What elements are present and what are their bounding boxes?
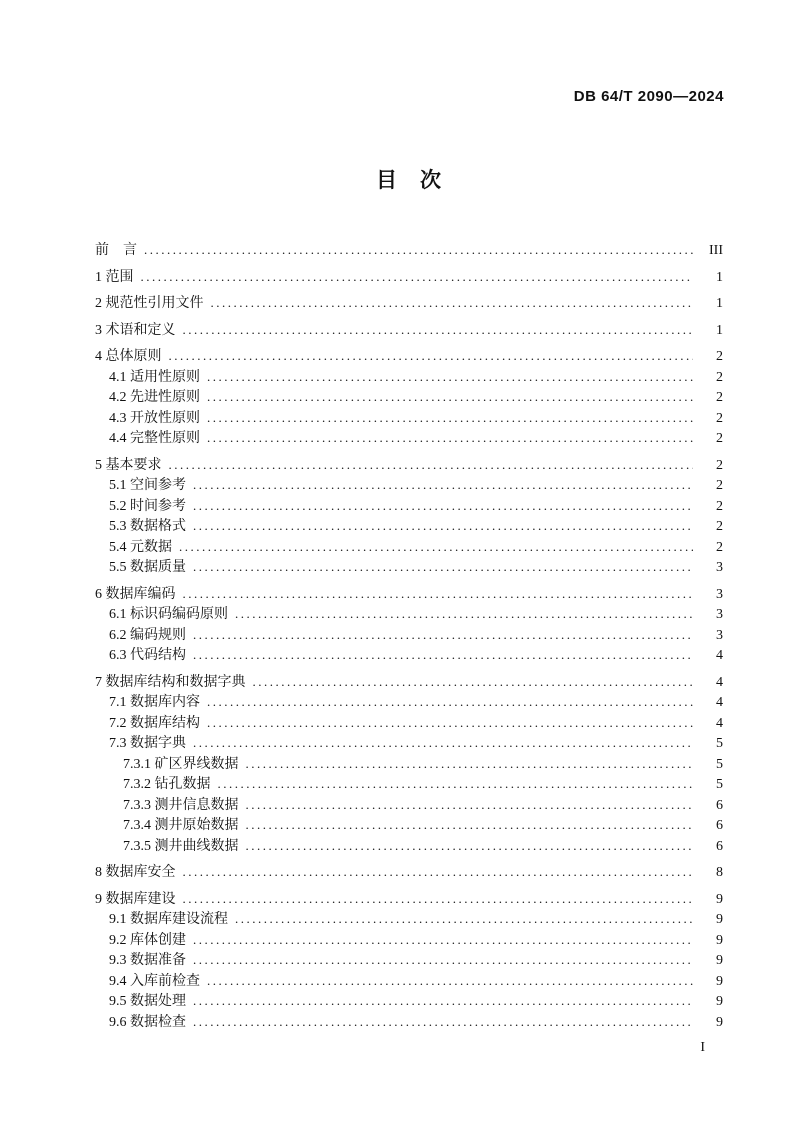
toc-entry-label: 6.3 代码结构 — [109, 648, 186, 663]
toc-entry-label: 1 范围 — [95, 269, 134, 285]
toc-entry — [95, 516, 723, 537]
toc-entry — [95, 267, 723, 288]
table-of-contents — [95, 240, 723, 1032]
toc-entry-label: 5.1 空间参考 — [109, 478, 186, 493]
toc-entry — [95, 428, 723, 449]
toc-entry-page: 3 — [716, 560, 723, 575]
toc-entry — [95, 733, 723, 754]
toc-entry — [95, 815, 723, 836]
toc-entry-page: 2 — [716, 519, 723, 534]
page-footer — [700, 1040, 705, 1056]
toc-entry — [95, 625, 723, 646]
toc-leader-dots — [253, 672, 694, 694]
toc-entry-page: 9 — [716, 912, 723, 927]
toc-entry-label: 9.3 数据准备 — [109, 953, 186, 968]
toc-entry-label: 4.4 完整性原则 — [109, 431, 200, 446]
toc-entry-label: 5.3 数据格式 — [109, 519, 186, 534]
toc-leader-dots — [169, 455, 694, 477]
toc-entry-label: 9.2 库体创建 — [109, 932, 186, 948]
toc-entry — [95, 387, 723, 408]
toc-entry-page: 5 — [716, 736, 723, 751]
toc-leader-dots — [193, 991, 693, 1013]
toc-leader-dots — [246, 815, 694, 837]
toc-entry — [95, 795, 723, 816]
toc-entry — [95, 971, 723, 992]
toc-entry-page: 2 — [716, 349, 723, 364]
toc-leader-dots — [207, 713, 693, 735]
toc-leader-dots — [211, 293, 694, 315]
toc-leader-dots — [193, 625, 693, 647]
toc-entry-label: 9.4 入库前检查 — [109, 973, 200, 989]
toc-entry — [95, 754, 723, 775]
toc-entry-label: 7.3.2 钻孔数据 — [123, 777, 211, 792]
toc-leader-dots — [193, 733, 693, 755]
toc-entry-label: 7.3.3 测井信息数据 — [123, 797, 239, 813]
toc-entry-label: 前 言 — [95, 243, 137, 258]
toc-entry-page: 4 — [716, 695, 723, 710]
toc-entry-page: 3 — [716, 607, 723, 622]
toc-entry-page: 9 — [716, 1014, 723, 1030]
toc-leader-dots — [207, 367, 693, 389]
toc-entry-label: 7.1 数据库内容 — [109, 695, 200, 710]
standard-code: DB 64/T 2090—2024 — [573, 88, 724, 105]
toc-entry-page: 2 — [716, 431, 723, 446]
toc-leader-dots — [144, 240, 693, 262]
toc-entry-label: 4.1 适用性原则 — [109, 369, 200, 385]
toc-entry-label: 4 总体原则 — [95, 349, 162, 364]
toc-leader-dots — [207, 387, 693, 409]
toc-entry — [95, 862, 723, 883]
toc-entry-page: 8 — [716, 865, 723, 880]
toc-entry-label: 7.3.1 矿区界线数据 — [123, 756, 239, 772]
toc-leader-dots — [193, 516, 693, 538]
toc-entry-page: 2 — [716, 539, 723, 555]
toc-leader-dots — [193, 557, 693, 579]
toc-entry — [95, 930, 723, 951]
toc-entry — [95, 950, 723, 971]
page-title: 目 次 — [376, 169, 442, 192]
toc-entry-label: 5 基本要求 — [95, 457, 162, 473]
toc-entry-page: 4 — [716, 674, 723, 690]
toc-entry-label: 5.5 数据质量 — [109, 560, 186, 575]
toc-entry-label: 7.3 数据字典 — [109, 736, 186, 751]
toc-leader-dots — [193, 1012, 693, 1034]
toc-leader-dots — [193, 645, 693, 667]
toc-entry-label: 7.3.5 测井曲线数据 — [123, 838, 239, 854]
toc-entry — [95, 293, 723, 314]
toc-entry-page: 2 — [716, 369, 723, 385]
toc-entry-page: 9 — [716, 994, 723, 1009]
toc-leader-dots — [193, 930, 693, 952]
toc-entry — [95, 367, 723, 388]
toc-leader-dots — [169, 346, 694, 368]
toc-entry — [95, 774, 723, 795]
toc-entry — [95, 584, 723, 605]
toc-leader-dots — [193, 475, 693, 497]
toc-leader-dots — [183, 889, 694, 911]
toc-entry — [95, 604, 723, 625]
toc-entry — [95, 346, 723, 367]
toc-leader-dots — [218, 774, 694, 796]
toc-leader-dots — [235, 604, 693, 626]
toc-entry-page: 9 — [716, 953, 723, 968]
toc-entry — [95, 713, 723, 734]
toc-leader-dots — [207, 971, 693, 993]
toc-entry-label: 5.4 元数据 — [109, 539, 172, 555]
toc-entry — [95, 475, 723, 496]
toc-entry-page: 9 — [716, 891, 723, 907]
toc-leader-dots — [183, 862, 694, 884]
toc-entry — [95, 645, 723, 666]
toc-leader-dots — [207, 408, 693, 430]
toc-entry-page: 9 — [716, 973, 723, 989]
toc-leader-dots — [183, 584, 694, 606]
toc-entry-page: 5 — [716, 756, 723, 772]
toc-entry-label: 4.3 开放性原则 — [109, 410, 200, 426]
document-header — [574, 88, 724, 106]
toc-entry-label: 2 规范性引用文件 — [95, 296, 204, 311]
toc-entry — [95, 991, 723, 1012]
toc-entry-page: 1 — [716, 296, 723, 311]
toc-entry-page: 4 — [716, 715, 723, 731]
toc-leader-dots — [193, 950, 693, 972]
toc-entry-label: 5.2 时间参考 — [109, 498, 186, 514]
toc-entry — [95, 909, 723, 930]
toc-entry-page: 2 — [716, 410, 723, 426]
toc-entry — [95, 836, 723, 857]
toc-leader-dots — [235, 909, 693, 931]
toc-entry-label: 7.2 数据库结构 — [109, 715, 200, 731]
toc-entry-label: 9.5 数据处理 — [109, 994, 186, 1009]
toc-leader-dots — [207, 692, 693, 714]
toc-entry-page: 2 — [716, 390, 723, 405]
toc-leader-dots — [246, 795, 694, 817]
toc-entry-page: 6 — [716, 818, 723, 833]
toc-entry-page: 2 — [716, 478, 723, 493]
toc-leader-dots — [179, 537, 693, 559]
toc-entry-page: 2 — [716, 457, 723, 473]
toc-entry-page: 9 — [716, 932, 723, 948]
toc-leader-dots — [141, 267, 694, 289]
toc-leader-dots — [246, 836, 694, 858]
toc-entry-page: 6 — [716, 797, 723, 813]
toc-entry-page: 4 — [716, 648, 723, 663]
toc-entry-label: 6.1 标识码编码原则 — [109, 607, 228, 622]
toc-entry — [95, 320, 723, 341]
toc-entry — [95, 889, 723, 910]
toc-entry-page: 3 — [716, 627, 723, 643]
toc-leader-dots — [207, 428, 693, 450]
toc-entry-page: 1 — [716, 269, 723, 285]
toc-entry — [95, 1012, 723, 1033]
toc-leader-dots — [193, 496, 693, 518]
toc-entry — [95, 240, 723, 261]
toc-entry — [95, 496, 723, 517]
toc-leader-dots — [183, 320, 694, 342]
toc-entry-label: 9 数据库建设 — [95, 891, 176, 907]
toc-entry-label: 8 数据库安全 — [95, 865, 176, 880]
toc-entry — [95, 455, 723, 476]
toc-entry-page: 5 — [716, 777, 723, 792]
page-number: I — [700, 1040, 705, 1055]
toc-entry — [95, 557, 723, 578]
toc-entry — [95, 537, 723, 558]
toc-entry-label: 7.3.4 测井原始数据 — [123, 818, 239, 833]
toc-entry-page: 1 — [716, 322, 723, 338]
toc-entry-page: 6 — [716, 838, 723, 854]
toc-entry-label: 6 数据库编码 — [95, 586, 176, 602]
toc-entry-label: 4.2 先进性原则 — [109, 390, 200, 405]
toc-leader-dots — [246, 754, 694, 776]
toc-entry — [95, 408, 723, 429]
toc-entry-label: 9.6 数据检查 — [109, 1014, 186, 1030]
toc-entry-label: 3 术语和定义 — [95, 322, 176, 338]
toc-entry-page: 3 — [716, 586, 723, 602]
toc-entry-page: III — [709, 243, 723, 258]
toc-entry-label: 7 数据库结构和数据字典 — [95, 674, 246, 690]
toc-entry-label: 6.2 编码规则 — [109, 627, 186, 643]
toc-entry — [95, 692, 723, 713]
toc-entry — [95, 672, 723, 693]
toc-entry-page: 2 — [716, 498, 723, 514]
toc-entry-label: 9.1 数据库建设流程 — [109, 912, 228, 927]
